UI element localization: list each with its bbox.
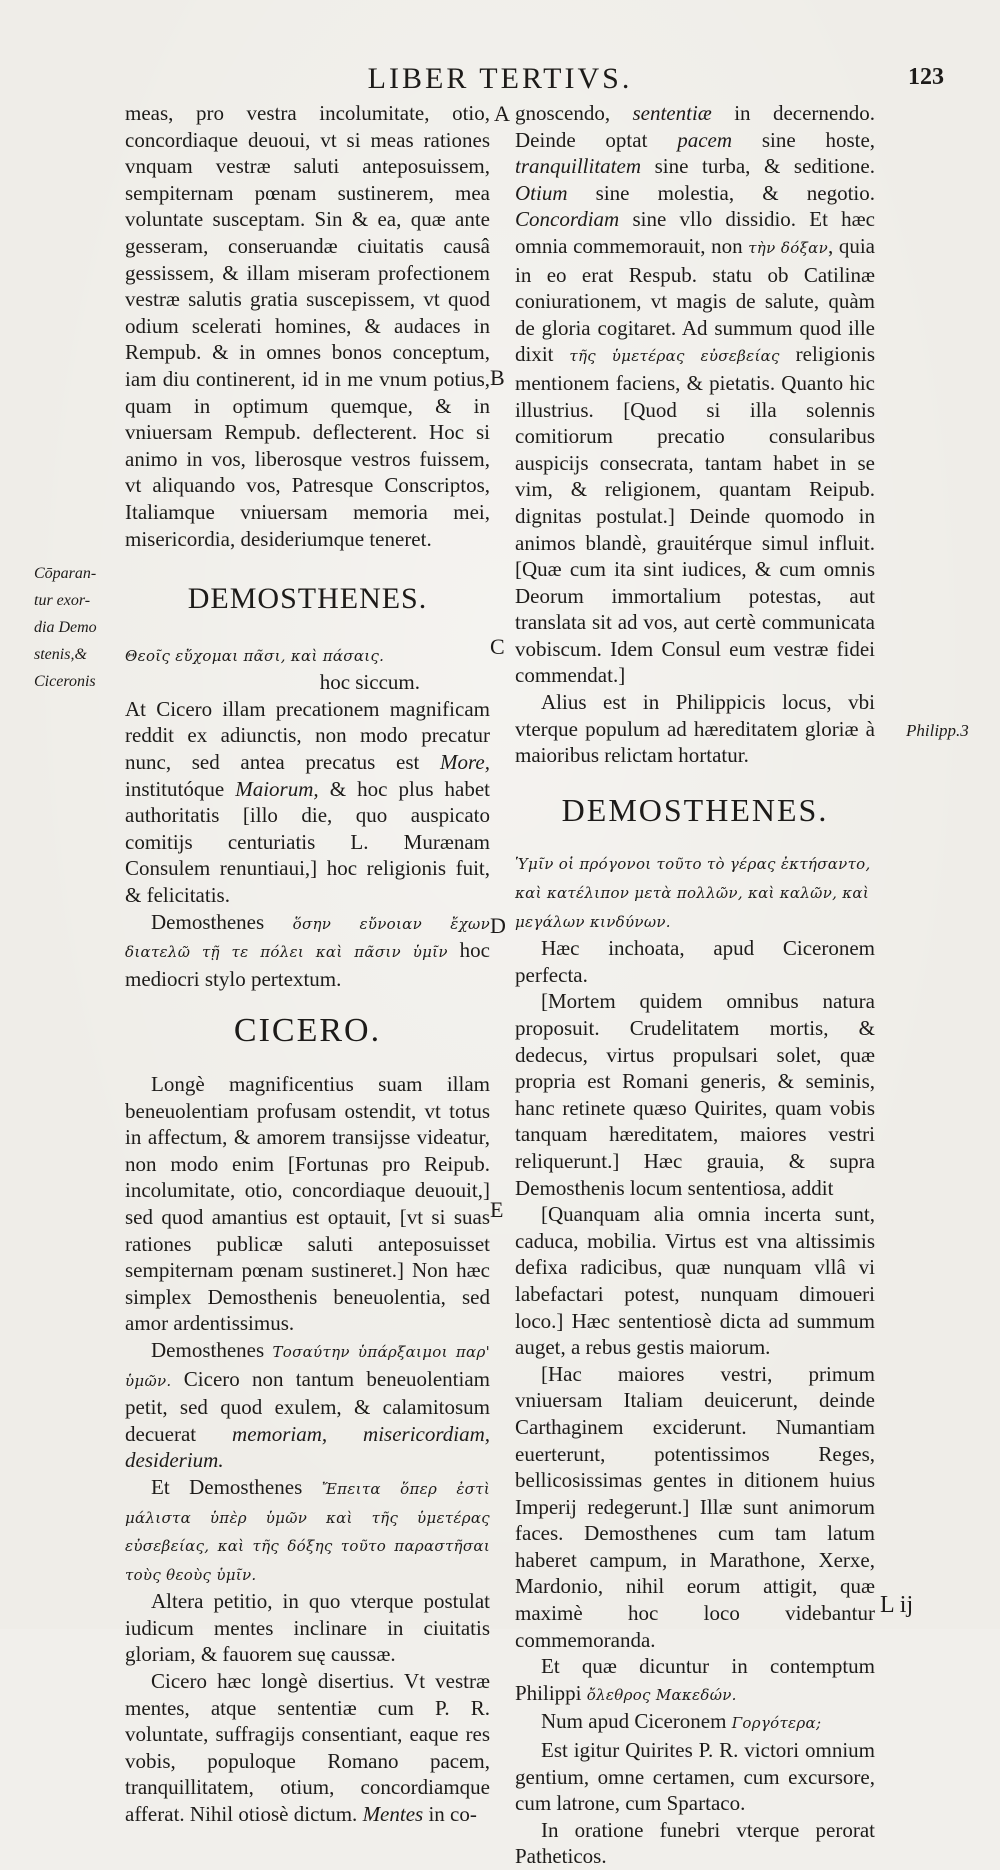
greek-text: Ἔπειτα ὅπερ ἐστὶ μάλιστα ὑπὲρ ὑμῶν καὶ τῆς ὑμετέρας εὐσεβείας, καὶ τῆς δόξης τοῦτο παραστῆσαι τοὺς θεοὺς ὑμῖν. [125,1479,490,1584]
emphasis: Concordiam [515,207,620,232]
paragraph: [Mortem quidem omnibus natura proposuit. Crudelitatem mortis, & dedecus, virtus propulsari solet, quæ propria est Romani generis, & seminis, hanc retinete quæso Quirites, quam vobis tanquam hæreditatem, maiores vestri reliquerunt.] Hæc grauia, & supra Demosthenis locum sententiosa, addit [515,989,875,1200]
paragraph: Alius est in Philippicis locus, vbi vterque populum ad hæreditatem gloriæ à maioribus relictam hortatur. [515,690,875,768]
greek-text: Ὑμῖν οἱ πρόγονοι τοῦτο τὸ γέρας ἐκτήσαντο, καὶ κατέλιπον μετὰ πολλῶν, καὶ καλῶν, καὶ μεγάλων κινδύνων. [515,855,871,931]
paragraph: [Quanquam alia omnia incerta sunt, caduca, mobilia. Virtus est vna altissimis defixa radicibus, quæ nunquam vllâ vi labefactari potest, nunquam dimoueri loco.] Hæc sententiosè dicta ad summum auget, a rebus gestis maiorum. [515,1202,875,1360]
text-span: institutóque [125,776,225,801]
text-span: Num apud Ciceronem [541,1709,727,1734]
running-title: LIBER TERTIVS. [367,62,633,95]
text-span: Cicero non tantum beneuolentiam petit, sed quod exulem, & calamitosum decuerat [125,1366,491,1446]
emphasis: Mentes [362,1802,424,1827]
paragraph: Longè magnificentius suam illam beneuolentiam profusam ostendit, vt totus in affectum, & amorem transijsse videatur, non modo enim [Fortunas pro Reipub. incolumitate, otio, concordiaque deuouit,] sed quod amantius est optauit, [vt si suas rationes publicæ saluti anteposuisset sempiternam pœnam sustineret.] Non hæc simplex Demosthenis beneuolentia, sed amor ardentissimus. [125,1072,490,1336]
emphasis: memoriam, misericordiam, desiderium. [125,1421,490,1473]
right-column [515,100,875,1870]
margin-note-line: stenis,& [34,646,87,663]
section-heading: CICERO. [233,1012,382,1050]
margin-letter-b: B [490,365,505,390]
emphasis: Maiorum, [235,776,319,801]
paragraph [515,1653,875,1708]
paragraph [515,1708,875,1737]
greek-quote [125,641,490,670]
text-span: , quia in eo erat Respub. statu ob Catilinæ coniurationem, vt magis de salute, quàm de gloria cogitaret. Ad summum quod ille dixit [515,233,875,367]
text-span: in co- [428,1802,477,1827]
emphasis: More, [440,750,491,775]
greek-text: Γοργότερα; [731,1714,822,1733]
paragraph: [Hac maiores vestri, primum vniuersam Italiam deuicerunt, deinde Carthaginem exciderunt. Numantiam euerterunt, potentissimos Reges, bellicosissimas gentes in ditionem huius Imperij redegerunt.] Illæ sunt animorum faces. Demosthenes cum tam latum haberet campum, in Marathone, Xerxe, Mardonio, nihil eorum attigit, quæ maximè hoc loco videbantur commemoranda. [515,1361,875,1652]
emphasis: sententiæ [632,101,712,125]
section-heading: DEMOSTHENES. [187,582,428,616]
text-span: Demosthenes [151,909,265,934]
margin-note-line: Cōparan- [34,565,97,582]
text-span: sine vllo dissidio. Et hæc omnia commemorauit, non [515,207,875,258]
paragraph [125,696,490,909]
greek-text: ὄλεθρος Μακεδών. [586,1685,737,1704]
paragraph: Est igitur Quirites P. R. victori omnium gentium, omne certamen, cum excursore, cum latrone, cum Spartaco. [515,1738,875,1816]
greek-text: ὅσην εὔνοιαν ἔχων διατελῶ τῇ τε πόλει καὶ πᾶσιν ὑμῖν [125,914,490,962]
greek-text: τὴν δόξαν [748,238,828,257]
page-header [0,62,1000,102]
signature-mark: L ij [880,1592,914,1618]
text-span: sine molestia, & negotio. [595,180,875,205]
section-heading: DEMOSTHENES. [561,791,829,828]
text-span: in decernendo. Deinde optat [515,101,875,152]
emphasis: pacem [677,127,733,152]
margin-note-line: tur exor- [34,592,91,609]
paragraph: meas, pro vestra incolumitate, otio, concordiaque deuoui, vt si meas rationes vnquam vestræ saluti anteposuissem, sempiternam pœnam sustinerem, mea voluntate susceptam. Sin & ea, quæ ante gesseram, conseruandæ ciuitatis causâ gessissem, & illam miseram profectionem vestræ salutis gratia suscepissem, vt quod odium scelerati homines, & audaces in Rempub. & in omnes bonos conceptum, iam diu continerent, id in me vnum potius, quam in optimum quemque, & in vniuersam Rempub. deflecterent. Hoc si animo in vos, liberosque vestros fuissem, vt aliquando vos, Patresque Conscriptos, Italiamque vniuersam memoria mei, misericordia, desideriumque teneret. [125,101,490,551]
greek-text: Τοσαύτην ὑπάρξαιμοι παρ' ὑμῶν. [125,1342,490,1390]
emphasis: Otium [515,180,568,205]
text-span: religionis mentionem faciens, & pietatis. Quanto hic illustrius. [Quod si illa solennis comitiorum precatio consularibus auspicijs consecrata, tantam habet in se vim, & religionem, quantam Reipub. dignitas postulat.] Deinde quomodo in animos blandè, grauitérque simul influit. [Quæ cum ita sint iudices, & cum omnis Deorum immortalium potestas, aut translata sit ad vos, aut certè communicata vobiscum. Idem Consul eum vestræ fidei commendat.] [515,342,875,688]
text-span: Cicero hæc longè disertius. Vt vestræ mentes, atque sententiæ cum P. R. voluntate, suffragijs consentiant, eaque res vobis, populoque Romano pacem, tranquillitatem, otium, concordiamque afferat. Nihil otiosè dictum. [125,1669,490,1827]
right-margin-note: Philipp.3 [906,721,969,740]
margin-note-line: dia Demo [34,619,97,636]
margin-letter-a: A [494,101,510,126]
paragraph: In oratione funebri vterque perorat Patheticos. [515,1817,875,1869]
paragraph-fragment: hoc siccum. [319,670,420,695]
text-span: Et Demosthenes [151,1474,303,1499]
margin-note-line: Ciceronis [34,673,96,690]
margin-letter-c: C [490,634,505,659]
text-span: gnoscendo, [515,101,611,125]
paragraph [515,100,875,689]
left-column [125,100,490,1828]
paragraph [125,1668,490,1828]
page-number: 123 [908,64,944,90]
margin-letter-d: D [490,913,506,938]
greek-text: Θεοῖς εὔχομαι πᾶσι, καὶ πάσαις. [125,646,385,665]
paragraph [125,1474,490,1588]
greek-quote [515,849,875,935]
margin-letter-e: E [490,1197,504,1222]
text-span: hoc mediocri stylo pertextum. [125,938,490,991]
text-span: Demosthenes [151,1337,265,1362]
paragraph: Altera petitio, in quo vterque postulat iudicum mentes inclinare in ciuitatis gloriam, & fauorem suę caussæ. [125,1589,490,1667]
paragraph [125,1337,490,1474]
greek-text: τῆς ὑμετέρας εὐσεβείας [569,347,780,366]
text-span: & hoc plus habet authoritatis [illo die, quo auspicato comitijs centuriatis L. Murænam Consulem renuntiaui,] hoc religionis fuit, & felicitatis. [125,776,491,908]
text-span: At Cicero illam precationem magnificam reddit ex adiunctis, non modo precatur nunc, sed antea precatus est [125,696,490,775]
text-span: sine turba, & seditione. [654,154,875,179]
left-margin-note [34,560,122,695]
paragraph [125,909,490,993]
paragraph: Hæc inchoata, apud Ciceronem perfecta. [515,936,875,987]
text-span: sine hoste, [761,127,876,152]
text-span: Et quæ dicuntur in contemptum Philippi [515,1654,875,1705]
emphasis: tranquillitatem [515,154,641,179]
